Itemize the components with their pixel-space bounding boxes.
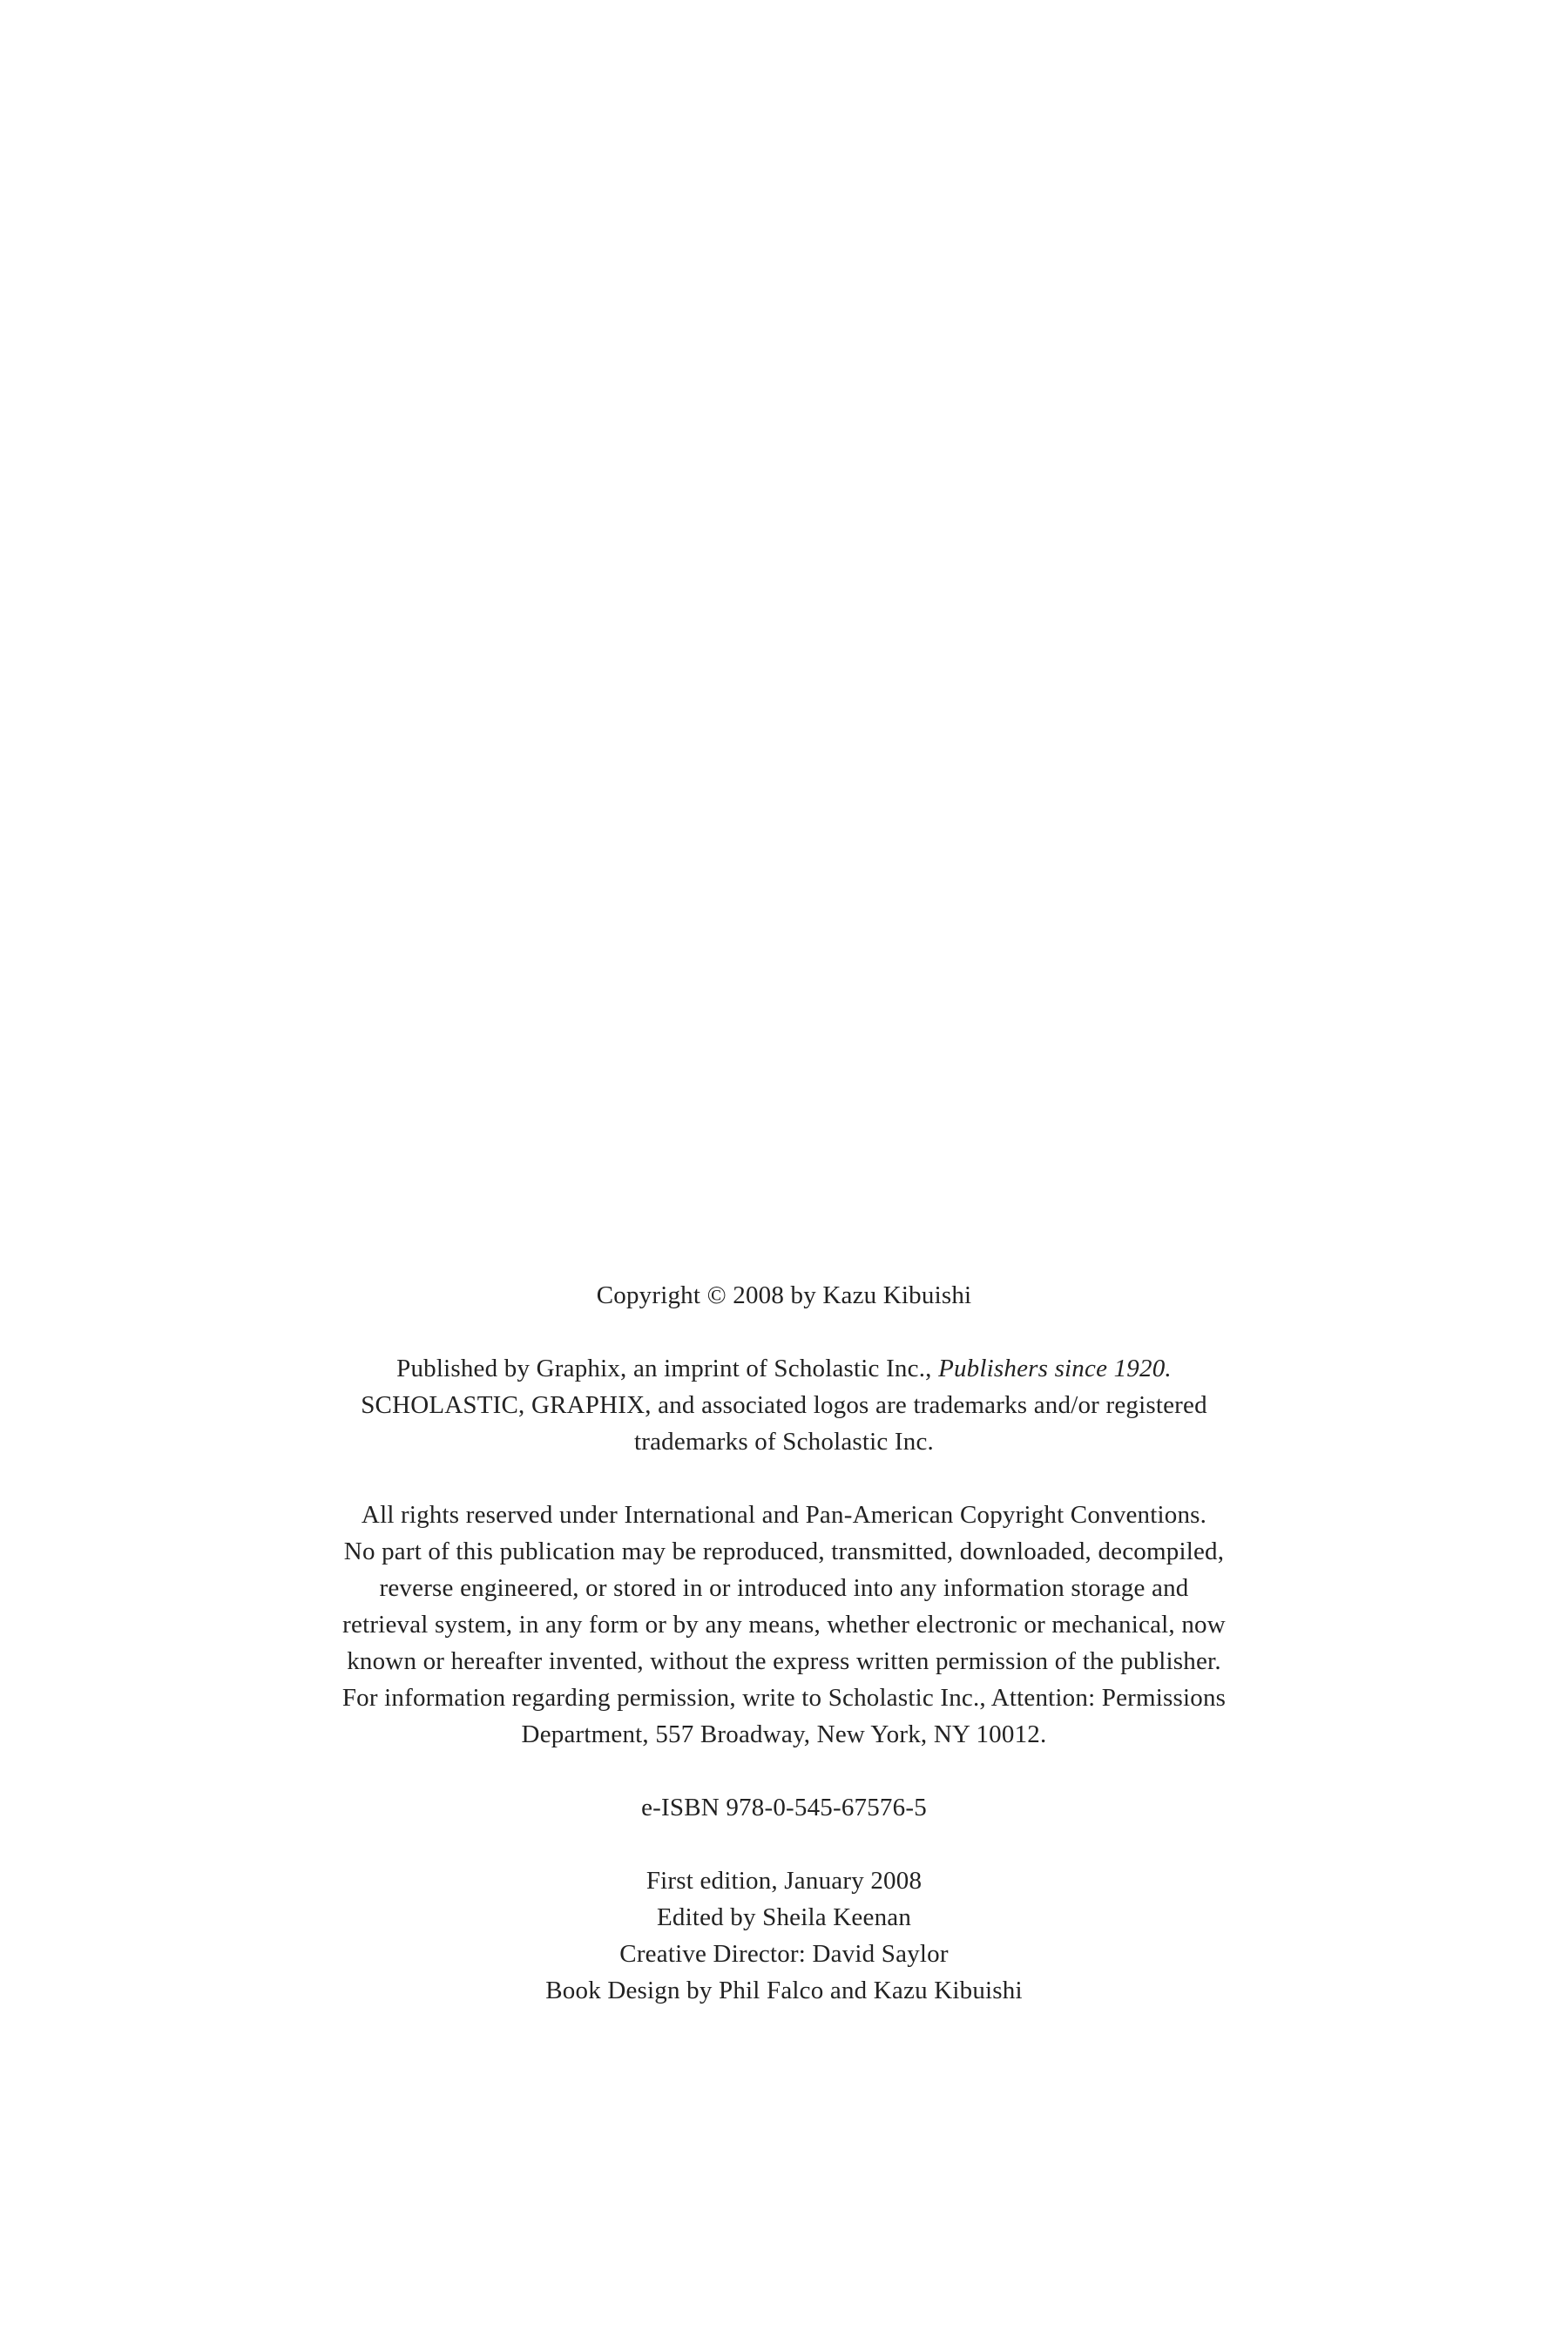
credit-line: Edited by Sheila Keenan [656, 1903, 912, 1931]
copyright-line: Copyright © 2008 by Kazu Kibuishi [596, 1281, 972, 1309]
rights-line: known or hereafter invented, without the express written permission of the publisher. [347, 1647, 1221, 1675]
publisher-paragraph [0, 1350, 1568, 1460]
credit-line: Creative Director: David Saylor [619, 1940, 949, 1968]
credits-paragraph [0, 1862, 1568, 2009]
credit-line: Book Design by Phil Falco and Kazu Kibuishi [545, 1977, 1023, 2004]
credit-line: First edition, January 2008 [645, 1867, 923, 1895]
publisher-line-3: trademarks of Scholastic Inc. [633, 1428, 934, 1456]
rights-line: reverse engineered, or stored in or introduced into any information storage and [379, 1574, 1189, 1602]
rights-line: No part of this publication may be reproduced, transmitted, downloaded, decompiled, [343, 1538, 1225, 1565]
rights-line: retrieval system, in any form or by any means, whether electronic or mechanical, now [342, 1611, 1226, 1639]
rights-line: Department, 557 Broadway, New York, NY 10012. [521, 1720, 1047, 1748]
rights-line: All rights reserved under International and Pan-American Copyright Conventions. [361, 1501, 1207, 1529]
rights-line: For information regarding permission, write to Scholastic Inc., Attention: Permissions [341, 1684, 1227, 1712]
isbn-paragraph [0, 1789, 1568, 1826]
copyright-paragraph [0, 1277, 1568, 1314]
isbn-line: e-ISBN 978-0-545-67576-5 [641, 1794, 927, 1821]
publisher-line-1-text: Published by Graphix, an imprint of Scholastic Inc., [396, 1355, 939, 1382]
rights-paragraph [0, 1497, 1568, 1753]
publisher-since-italic: Publishers since 1920. [938, 1355, 1172, 1382]
publisher-line-2: SCHOLASTIC, GRAPHIX, and associated logos are trademarks and/or registered [361, 1391, 1207, 1419]
copyright-page-block [0, 1277, 1568, 2009]
publisher-line-1 [0, 1350, 1568, 1387]
